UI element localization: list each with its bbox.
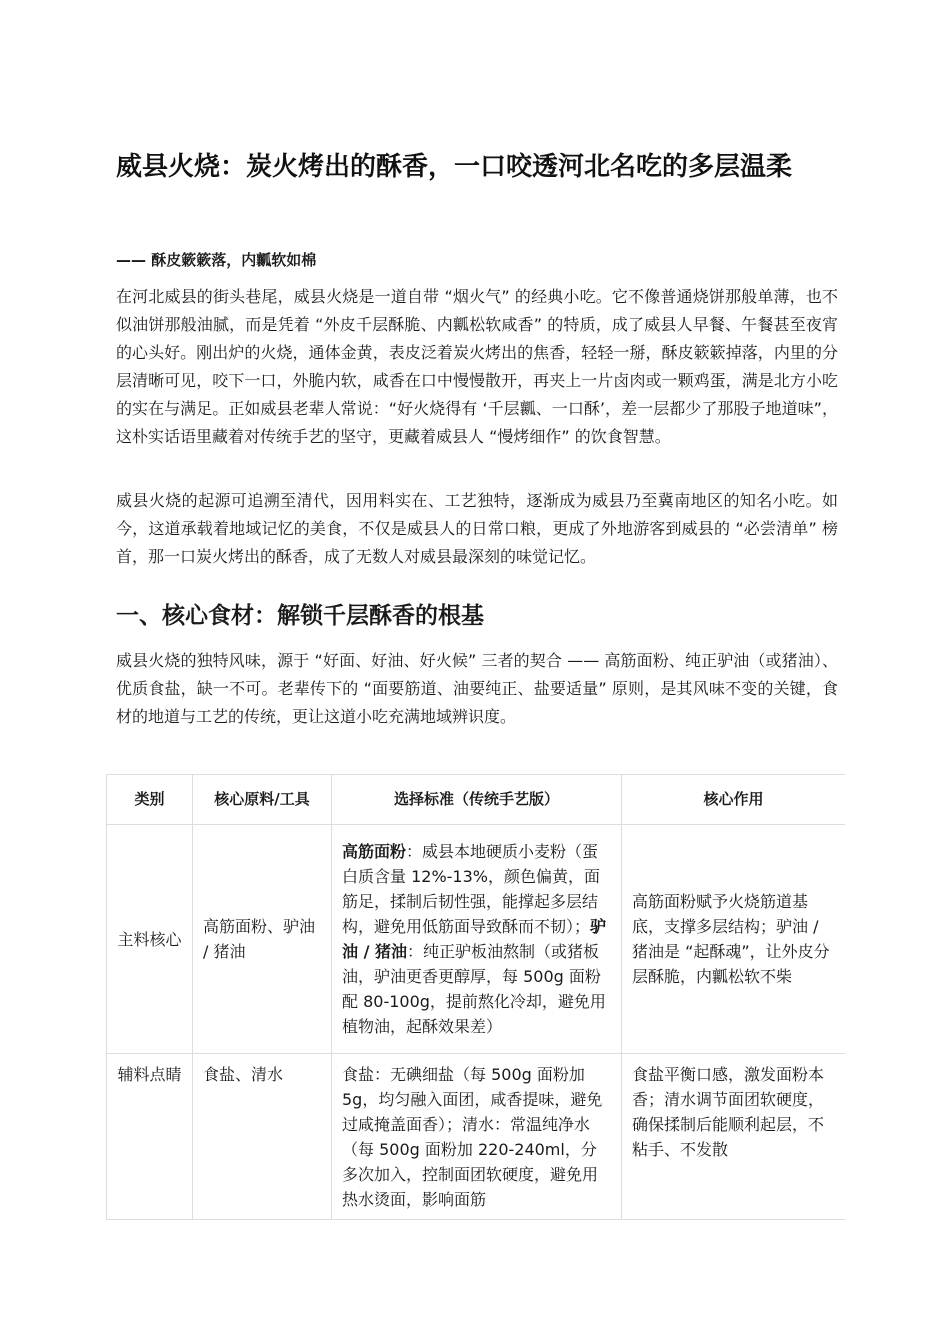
header-category: 类别 (107, 775, 193, 825)
ingredients-table (106, 774, 845, 1220)
page-title: 威县火烧：炭火烤出的酥香，一口咬透河北名吃的多层温柔 (116, 152, 793, 182)
standard-text: ：威县本地硬质小麦粉（蛋白质含量 12%-13%，颜色偏黄，面筋足，揉制后韧性强，能撑起多层结构，避免用低筋面导致酥而不韧）； (342, 842, 600, 936)
section-heading: 一、核心食材：解锁千层酥香的根基 (116, 603, 484, 629)
bold-term: 驴油 / 猪油 (342, 917, 607, 961)
table-header-row (107, 775, 846, 825)
intro-paragraph-2: 威县火烧的起源可追溯至清代，因用料实在、工艺独特，逐渐成为威县乃至冀南地区的知名小吃。如今，这道承载着地域记忆的美食，不仅是威县人的日常口粮，更成了外地游客到威县的 “必尝清单” 榜首，那一口炭火烤出的酥香，成了无数人对威县最深刻的味觉记忆。 (116, 491, 838, 566)
standard-text: ：纯正驴板油熬制（或猪板油，驴油更香更醇厚，每 500g 面粉配 80-100g，提前熬化冷却，避免用植物油，起酥效果差） (342, 942, 606, 1036)
section-intro: 威县火烧的独特风味，源于 “好面、好油、好火候” 三者的契合 —— 高筋面粉、纯正驴油（或猪油）、优质食盐，缺一不可。老辈传下的 “面要筋道、油要纯正、盐要适量” 原则，是其风味不变的关键，食材的地道与工艺的传统，更让这道小吃充满地域辨识度。 (116, 651, 838, 726)
cell-material: 食盐、清水 (193, 1054, 332, 1221)
cell-standard (332, 825, 622, 1054)
cell-category: 辅料点睛 (107, 1054, 193, 1221)
table-row (107, 825, 846, 1054)
intro-paragraph-1: 在河北威县的街头巷尾，威县火烧是一道自带 “烟火气” 的经典小吃。它不像普通烧饼那般单薄，也不似油饼那般油腻，而是凭着 “外皮千层酥脆、内瓤松软咸香” 的特质，成了威县人早餐、午餐甚至夜宵的心头好。刚出炉的火烧，通体金黄，表皮泛着炭火烤出的焦香，轻轻一掰，酥皮簌簌掉落，内里的分层清晰可见，咬下一口，外脆内软，咸香在口中慢慢散开，再夹上一片卤肉或一颗鸡蛋，满是北方小吃的实在与满足。正如威县老辈人常说：“好火烧得有 ‘千层瓤、一口酥’，差一层都少了那股子地道味”，这朴实话语里藏着对传统手艺的坚守，更藏着威县人 “慢烤细作” 的饮食智慧。 (116, 287, 838, 446)
cell-role: 食盐平衡口感，激发面粉本香；清水调节面团软硬度，确保揉制后能顺利起层，不粘手、不发散 (622, 1054, 846, 1221)
subtitle: —— 酥皮簌簌落，内瓤软如棉 (116, 251, 317, 269)
header-role: 核心作用 (622, 775, 846, 825)
header-material: 核心原料/工具 (193, 775, 332, 825)
cell-role: 高筋面粉赋予火烧筋道基底，支撑多层结构；驴油 / 猪油是 “起酥魂”，让外皮分层酥脆，内瓤松软不柴 (622, 825, 846, 1054)
cell-category: 主料核心 (107, 825, 193, 1054)
table-row (107, 1054, 846, 1221)
cell-standard: 食盐：无碘细盐（每 500g 面粉加 5g，均匀融入面团，咸香提味，避免过咸掩盖面香）；清水：常温纯净水（每 500g 面粉加 220-240ml，分多次加入，控制面团软硬度，避免用热水烫面，影响面筋 (332, 1054, 622, 1221)
header-standard: 选择标准（传统手艺版） (332, 775, 622, 825)
cell-material: 高筋面粉、驴油 / 猪油 (193, 825, 332, 1054)
bold-term: 高筋面粉 (342, 842, 407, 861)
